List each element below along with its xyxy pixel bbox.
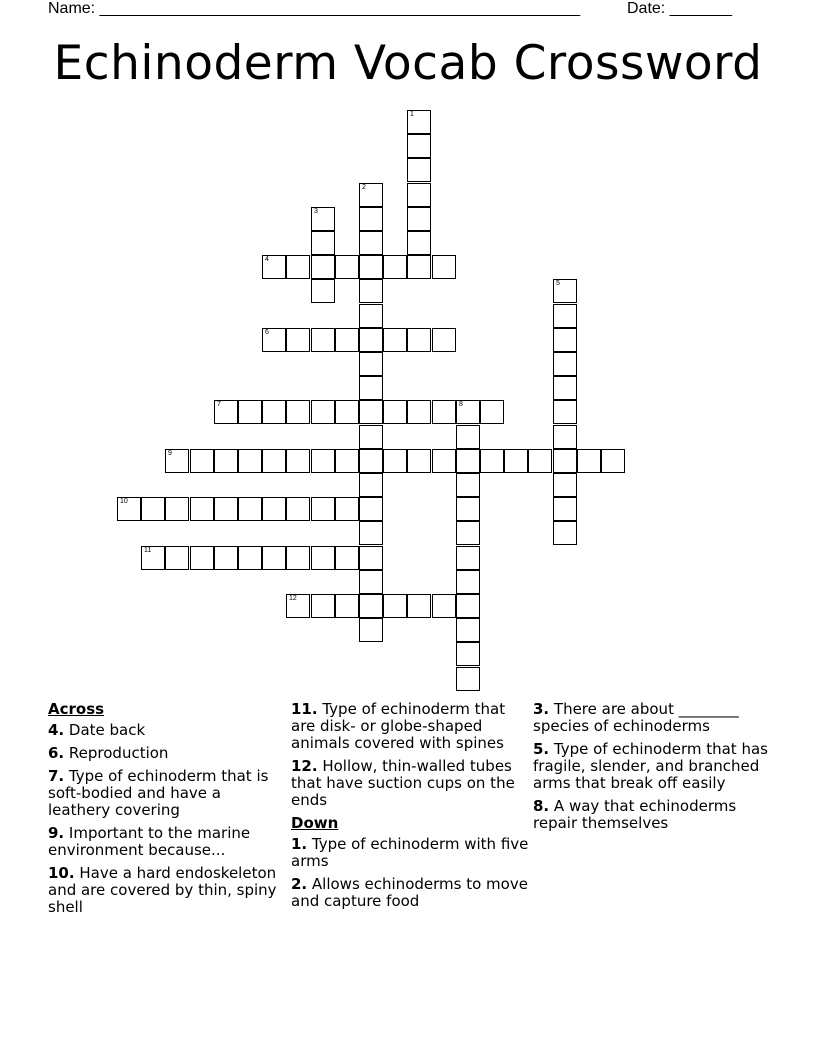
clue-text: Have a hard endoskeleton and are covered by thin, spiny shell: [48, 864, 277, 916]
grid-cell[interactable]: [432, 400, 456, 424]
clue-text: Allows echinoderms to move and capture food: [291, 875, 528, 910]
clues-column-3: [533, 701, 771, 838]
grid-cell[interactable]: [286, 546, 310, 570]
grid-cell[interactable]: [577, 449, 601, 473]
clue-text: Type of echinoderm that are disk- or globe-shaped animals covered with spines: [291, 700, 506, 752]
grid-cell[interactable]: [601, 449, 625, 473]
grid-cell[interactable]: [311, 546, 335, 570]
grid-cell[interactable]: [262, 400, 286, 424]
grid-cell[interactable]: [335, 328, 359, 352]
clue-item: [48, 745, 286, 762]
grid-cell[interactable]: [456, 642, 480, 666]
clue-item: [533, 798, 771, 832]
clue-item: [533, 741, 771, 792]
grid-cell[interactable]: [407, 110, 431, 134]
clue-number: 9.: [48, 824, 65, 842]
grid-cell[interactable]: [456, 546, 480, 570]
clue-item: [291, 836, 529, 870]
grid-cell[interactable]: [190, 449, 214, 473]
clue-number: 8.: [533, 797, 550, 815]
grid-cell[interactable]: [262, 546, 286, 570]
clue-number: 3.: [533, 700, 550, 718]
clue-text: Type of echinoderm that has fragile, slender, and branched arms that break off easily: [533, 740, 768, 792]
grid-cell[interactable]: [335, 255, 359, 279]
clue-item: [291, 758, 529, 809]
grid-cell[interactable]: [311, 279, 335, 303]
grid-cell[interactable]: [480, 400, 504, 424]
grid-cell[interactable]: [238, 546, 262, 570]
grid-cell[interactable]: [311, 497, 335, 521]
grid-cell[interactable]: [456, 497, 480, 521]
grid-cell[interactable]: [407, 594, 431, 618]
grid-cell[interactable]: [286, 497, 310, 521]
grid-cell[interactable]: [359, 376, 383, 400]
grid-cell[interactable]: [286, 255, 310, 279]
grid-cell[interactable]: [359, 255, 383, 279]
grid-cell[interactable]: [359, 546, 383, 570]
grid-cell[interactable]: [407, 255, 431, 279]
grid-cell[interactable]: [262, 255, 286, 279]
grid-cell[interactable]: [553, 304, 577, 328]
grid-cell[interactable]: [383, 400, 407, 424]
grid-cell[interactable]: [190, 497, 214, 521]
grid-cell[interactable]: [480, 449, 504, 473]
grid-cell[interactable]: [359, 425, 383, 449]
grid-cell[interactable]: [286, 328, 310, 352]
grid-cell[interactable]: [359, 279, 383, 303]
name-field[interactable]: Name: ______________________________________________________: [48, 0, 581, 17]
clue-number: 8: [459, 401, 463, 408]
clue-item: [48, 722, 286, 739]
clue-number: 5.: [533, 740, 550, 758]
clue-number: 1.: [291, 835, 308, 853]
clues-column-2: [291, 701, 529, 916]
grid-cell[interactable]: [407, 158, 431, 182]
grid-cell[interactable]: [141, 546, 165, 570]
grid-cell[interactable]: [456, 449, 480, 473]
grid-cell[interactable]: [238, 449, 262, 473]
clue-number: 6.: [48, 744, 65, 762]
clue-number: 4.: [48, 721, 65, 739]
grid-cell[interactable]: [456, 473, 480, 497]
grid-cell[interactable]: [553, 279, 577, 303]
grid-cell[interactable]: [383, 328, 407, 352]
grid-cell[interactable]: [553, 521, 577, 545]
clue-number: 5: [556, 280, 560, 287]
grid-cell[interactable]: [359, 231, 383, 255]
grid-cell[interactable]: [407, 449, 431, 473]
clue-text: Type of echinoderm that is soft-bodied and have a leathery covering: [48, 767, 269, 819]
grid-cell[interactable]: [311, 207, 335, 231]
grid-cell[interactable]: [456, 667, 480, 691]
grid-cell[interactable]: [407, 183, 431, 207]
grid-cell[interactable]: [407, 400, 431, 424]
clue-number: 7: [217, 401, 221, 408]
clues-column-1: [48, 701, 286, 922]
date-field[interactable]: Date: _______: [627, 0, 732, 17]
grid-cell[interactable]: [359, 521, 383, 545]
grid-cell[interactable]: [456, 400, 480, 424]
grid-cell[interactable]: [504, 449, 528, 473]
clue-text: Type of echinoderm with five arms: [291, 835, 529, 870]
grid-cell[interactable]: [359, 570, 383, 594]
grid-cell[interactable]: [407, 328, 431, 352]
grid-cell[interactable]: [286, 400, 310, 424]
grid-cell[interactable]: [141, 497, 165, 521]
grid-cell[interactable]: [359, 400, 383, 424]
grid-cell[interactable]: [407, 134, 431, 158]
clue-number: 2: [362, 184, 366, 191]
grid-cell[interactable]: [214, 449, 238, 473]
clue-number: 11: [144, 547, 152, 554]
down-heading: Down: [291, 814, 339, 832]
clue-text: Important to the marine environment because...: [48, 824, 251, 859]
grid-cell[interactable]: [407, 231, 431, 255]
grid-cell[interactable]: [407, 207, 431, 231]
grid-cell[interactable]: [238, 497, 262, 521]
clue-number: 10.: [48, 864, 75, 882]
grid-cell[interactable]: [383, 594, 407, 618]
grid-cell[interactable]: [165, 546, 189, 570]
grid-cell[interactable]: [214, 400, 238, 424]
grid-cell[interactable]: [214, 546, 238, 570]
grid-cell[interactable]: [311, 328, 335, 352]
grid-cell[interactable]: [553, 328, 577, 352]
grid-cell[interactable]: [359, 207, 383, 231]
grid-cell[interactable]: [383, 255, 407, 279]
clue-text: There are about ________ species of echinoderms: [533, 700, 739, 735]
grid-cell[interactable]: [190, 546, 214, 570]
grid-cell[interactable]: [553, 352, 577, 376]
grid-cell[interactable]: [311, 594, 335, 618]
clue-text: Date back: [64, 721, 146, 739]
clue-number: 4: [265, 256, 269, 263]
grid-cell[interactable]: [262, 497, 286, 521]
clue-number: 7.: [48, 767, 65, 785]
grid-cell[interactable]: [286, 449, 310, 473]
grid-cell[interactable]: [335, 449, 359, 473]
grid-cell[interactable]: [335, 546, 359, 570]
grid-cell[interactable]: [456, 521, 480, 545]
grid-cell[interactable]: [383, 449, 407, 473]
clue-number: 6: [265, 329, 269, 336]
grid-cell[interactable]: [311, 400, 335, 424]
clue-number: 12.: [291, 757, 318, 775]
clue-text: A way that echinoderms repair themselves: [533, 797, 737, 832]
clue-item: [533, 701, 771, 735]
clue-item: [291, 876, 529, 910]
grid-cell[interactable]: [432, 594, 456, 618]
grid-cell[interactable]: [311, 449, 335, 473]
clue-number: 1: [410, 111, 414, 118]
grid-cell[interactable]: [553, 425, 577, 449]
across-heading: Across: [48, 700, 105, 718]
grid-cell[interactable]: [117, 497, 141, 521]
grid-cell[interactable]: [311, 255, 335, 279]
clue-number: 9: [168, 450, 172, 457]
grid-cell[interactable]: [165, 449, 189, 473]
grid-cell[interactable]: [432, 255, 456, 279]
grid-cell[interactable]: [311, 231, 335, 255]
clue-number: 10: [120, 498, 128, 505]
grid-cell[interactable]: [286, 594, 310, 618]
clue-number: 12: [289, 595, 297, 602]
grid-cell[interactable]: [528, 449, 552, 473]
grid-cell[interactable]: [359, 304, 383, 328]
clue-item: [48, 768, 286, 819]
grid-cell[interactable]: [432, 328, 456, 352]
grid-cell[interactable]: [359, 352, 383, 376]
grid-cell[interactable]: [432, 449, 456, 473]
clue-text: Hollow, thin-walled tubes that have suction cups on the ends: [291, 757, 515, 809]
clue-item: [291, 701, 529, 752]
grid-cell[interactable]: [456, 618, 480, 642]
grid-cell[interactable]: [359, 328, 383, 352]
grid-cell[interactable]: [553, 400, 577, 424]
page-title: Echinoderm Vocab Crossword: [53, 36, 763, 91]
grid-cell[interactable]: [214, 497, 238, 521]
grid-cell[interactable]: [238, 400, 262, 424]
grid-cell[interactable]: [456, 425, 480, 449]
grid-cell[interactable]: [165, 497, 189, 521]
grid-cell[interactable]: [553, 449, 577, 473]
grid-cell[interactable]: [335, 400, 359, 424]
grid-cell[interactable]: [262, 449, 286, 473]
grid-cell[interactable]: [456, 570, 480, 594]
grid-cell[interactable]: [359, 473, 383, 497]
clue-number: 2.: [291, 875, 308, 893]
grid-cell[interactable]: [335, 594, 359, 618]
clue-item: [48, 825, 286, 859]
clue-number: 11.: [291, 700, 318, 718]
grid-cell[interactable]: [335, 497, 359, 521]
clue-item: [48, 865, 286, 916]
grid-cell[interactable]: [359, 594, 383, 618]
grid-cell[interactable]: [456, 594, 480, 618]
grid-cell[interactable]: [262, 328, 286, 352]
grid-cell[interactable]: [553, 473, 577, 497]
grid-cell[interactable]: [359, 449, 383, 473]
grid-cell[interactable]: [359, 618, 383, 642]
grid-cell[interactable]: [359, 497, 383, 521]
clue-number: 3: [314, 208, 318, 215]
clue-text: Reproduction: [64, 744, 169, 762]
grid-cell[interactable]: [359, 183, 383, 207]
grid-cell[interactable]: [553, 376, 577, 400]
grid-cell[interactable]: [553, 497, 577, 521]
